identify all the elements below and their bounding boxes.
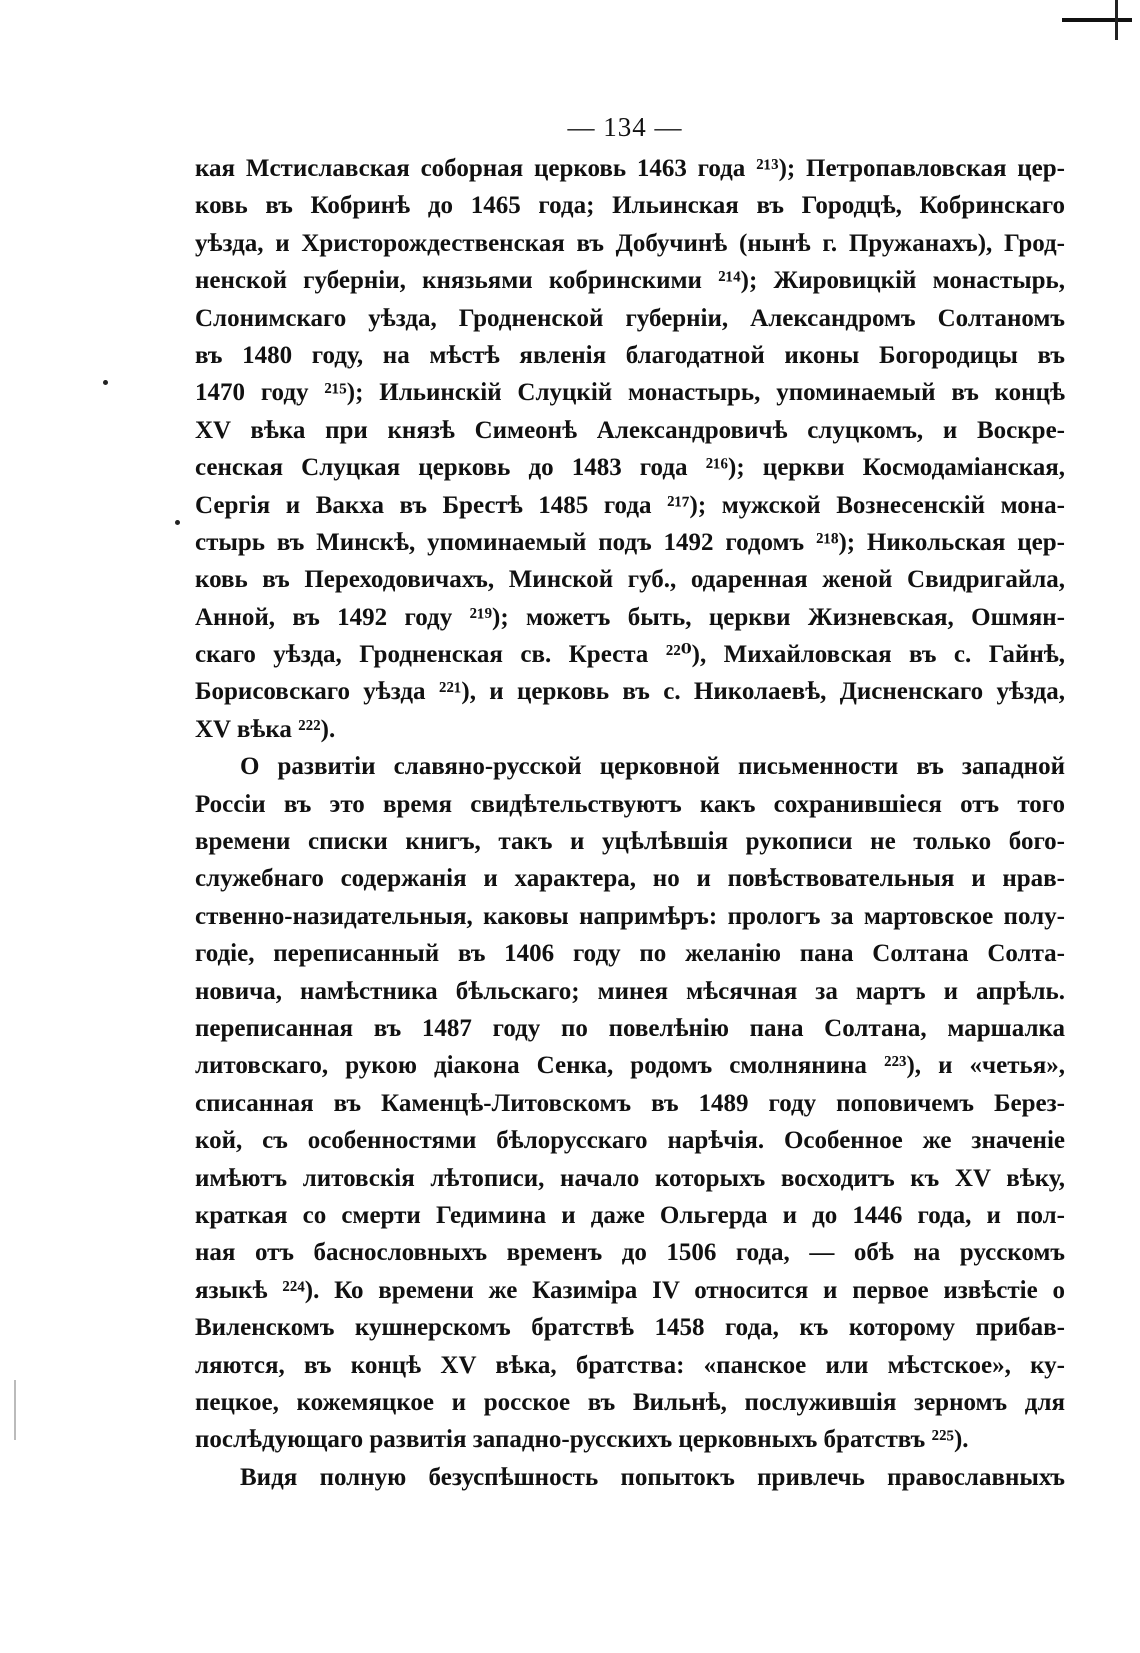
text-line: переписанная въ 1487 году по повелѣнію пана Солтана, маршалка [195, 1014, 1065, 1042]
text-line: новича, намѣстника бѣльскаго; минея мѣсячная за мартъ и апрѣль. [195, 977, 1065, 1005]
text-line: XV вѣка ²²²). [195, 715, 336, 743]
body-text [195, 150, 1065, 1496]
text-line: языкѣ ²²⁴). Ко времени же Казиміра IV относится и первое извѣстіе о [195, 1276, 1065, 1304]
text-line: въ 1480 году, на мѣстѣ явленія благодатной иконы Богородицы въ [195, 341, 1065, 369]
text-line: списанная въ Каменцѣ-Литовскомъ въ 1489 году поповичемъ Берез- [195, 1089, 1065, 1117]
scan-edge-line [1115, 0, 1118, 40]
text-line: ковь въ Кобринѣ до 1465 года; Ильинская въ Городцѣ, Кобринскаго [195, 192, 1065, 220]
text-line: ляются, въ концѣ XV вѣка, братства: «панское или мѣстское», ку- [195, 1351, 1065, 1379]
text-line: кая Мстиславская соборная церковь 1463 года ²¹³); Петропавловская цер- [195, 155, 1065, 182]
ink-speck [175, 520, 180, 525]
text-line: ная отъ баснословныхъ временъ до 1506 года, — обѣ на русскомъ [195, 1239, 1065, 1267]
text-line: пецкое, кожемяцкое и росское въ Вильнѣ, послужившія зерномъ для [195, 1388, 1065, 1416]
text-line: ственно-назидательныя, каковы напримѣръ: прологъ за мартовское полу- [195, 902, 1065, 930]
text-line: сенская Слуцкая церковь до 1483 года ²¹⁶); церкви Космодаміанская, [195, 454, 1065, 482]
page-number: — 134 — [567, 112, 683, 142]
text-line: ковь въ Переходовичахъ, Минской губ., одаренная женой Свидригайла, [195, 566, 1065, 594]
text-line: краткая со смерти Гедимина и даже Ольгерда и до 1446 года, и пол- [195, 1201, 1065, 1229]
scan-edge-mark [1062, 0, 1132, 22]
text-line: Сергія и Вакха въ Брестѣ 1485 года ²¹⁷); мужской Вознесенскій мона- [195, 491, 1065, 519]
text-line: XV вѣка при князѣ Симеонѣ Александровичѣ слуцкомъ, и Воскре- [195, 416, 1065, 444]
scan-margin-line [14, 1380, 16, 1440]
text-line: Россіи въ это время свидѣтельствуютъ какъ сохранившіеся отъ того [195, 790, 1065, 818]
text-line: годіе, переписанный въ 1406 году по желанію пана Солтана Солта- [195, 940, 1065, 968]
text-line: 1470 году ²¹⁵); Ильинскій Слуцкій монастырь, упоминаемый въ концѣ [195, 379, 1065, 407]
text-line: уѣзда, и Христорождественская въ Добучинѣ (нынѣ г. Пружанахъ), Грод- [195, 229, 1065, 257]
text-line: послѣдующаго развитія западно-русскихъ церковныхъ братствъ ²²⁵). [195, 1426, 969, 1454]
text-line: литовскаго, рукою діакона Сенка, родомъ смолнянина ²²³), и «четья», [195, 1052, 1065, 1080]
text-line: скаго уѣзда, Гродненская св. Креста ²²⁰), Михайловская въ с. Гайнѣ, [195, 641, 1065, 669]
text-line: Видя полную безуспѣшность попытокъ привлечь православныхъ [240, 1463, 1065, 1491]
text-line: имѣютъ литовскія лѣтописи, начало которыхъ восходитъ къ XV вѣку, [195, 1164, 1065, 1192]
text-line: О развитіи славяно-русской церковной письменности въ западной [240, 753, 1065, 781]
text-line: ненской губерніи, князьями кобринскими ²¹⁴); Жировицкій монастырь, [195, 267, 1065, 295]
text-line: времени списки книгъ, такъ и уцѣлѣвшія рукописи не только бого- [195, 828, 1065, 856]
ink-speck [103, 380, 108, 385]
text-line: Борисовскаго уѣзда ²²¹), и церковь въ с. Николаевѣ, Дисненскаго уѣзда, [195, 678, 1065, 706]
text-line: кой, съ особенностями бѣлорусскаго нарѣчія. Особенное же значеніе [195, 1127, 1065, 1155]
text-line: Виленскомъ кушнерскомъ братствѣ 1458 года, къ которому прибав- [195, 1314, 1065, 1342]
text-line: стырь въ Минскѣ, упоминаемый подъ 1492 годомъ ²¹⁸); Никольская цер- [195, 528, 1065, 556]
text-line: Анной, въ 1492 году ²¹⁹); можетъ быть, церкви Жизневская, Ошмян- [195, 603, 1065, 631]
text-line: служебнаго содержанія и характера, но и повѣствовательныя и нрав- [195, 865, 1065, 893]
text-line: Слонимскаго уѣзда, Гродненской губерніи, Александромъ Солтаномъ [195, 304, 1065, 332]
